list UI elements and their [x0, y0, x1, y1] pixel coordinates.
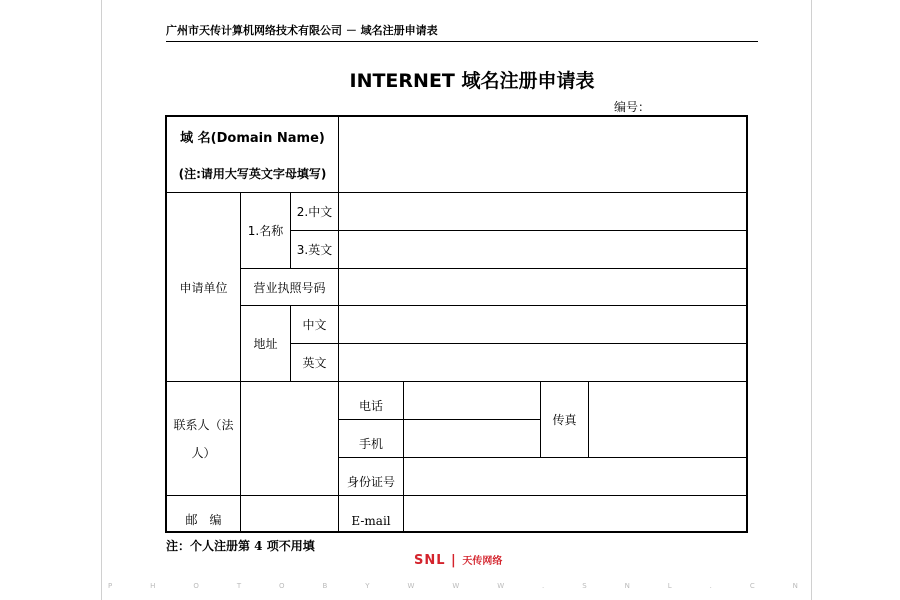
watermark-char: N — [792, 582, 798, 590]
addr-en-label: 英文 — [291, 344, 339, 382]
watermark-char: T — [236, 582, 242, 590]
name-en-label: 3.英文 — [291, 231, 339, 269]
watermark-char: C — [749, 582, 755, 590]
watermark-char: . — [542, 582, 545, 590]
watermark-char: H — [150, 582, 156, 590]
page-title: INTERNET 域名注册申请表 — [349, 70, 595, 92]
address-label: 地址 — [241, 306, 291, 382]
phone-label: 电话 — [339, 382, 404, 420]
email-label: E-mail — [339, 496, 404, 533]
logo-name: 天传网络 — [462, 556, 503, 567]
snl-logo: SNL | 天传网络 — [414, 553, 503, 568]
name-label: 1.名称 — [241, 193, 291, 269]
name-en-input[interactable] — [339, 231, 748, 269]
mobile-label: 手机 — [339, 420, 404, 458]
watermark-char: P — [108, 582, 113, 590]
postcode-input[interactable] — [241, 496, 339, 533]
watermark-char: . — [709, 582, 712, 590]
contact-label: 联系人（法人） — [167, 382, 241, 496]
header-divider — [166, 41, 758, 42]
fax-label: 传真 — [541, 382, 589, 458]
watermark-char: S — [582, 582, 587, 590]
watermark-char: W — [452, 582, 460, 590]
domain-hint: (注:请用大写英文字母填写) — [178, 167, 327, 182]
license-label: 营业执照号码 — [241, 269, 339, 306]
page-header: 广州市天传计算机网络技术有限公司 － 域名注册申请表 — [166, 24, 438, 37]
watermark-char: O — [193, 582, 199, 590]
phone-input[interactable] — [404, 382, 541, 420]
addr-cn-label: 中文 — [291, 306, 339, 344]
serial-label: 编号： — [614, 100, 651, 114]
mobile-input[interactable] — [404, 420, 541, 458]
domain-input[interactable] — [339, 117, 748, 193]
logo-brand: SNL — [414, 553, 446, 568]
watermark — [108, 582, 798, 590]
license-input[interactable] — [339, 269, 748, 306]
applicant-label: 申请单位 — [167, 193, 241, 382]
fax-input[interactable] — [589, 382, 748, 458]
footnote: 注：个人注册第 4 项不用填 — [166, 539, 315, 553]
contact-input[interactable] — [241, 382, 339, 496]
registration-form-table — [165, 115, 748, 533]
watermark-char: B — [322, 582, 328, 590]
id-number-label: 身份证号 — [339, 458, 404, 496]
email-input[interactable] — [404, 496, 748, 533]
name-cn-input[interactable] — [339, 193, 748, 231]
watermark-char: W — [497, 582, 505, 590]
domain-label-cell — [167, 117, 339, 193]
watermark-char: Y — [365, 582, 370, 590]
watermark-char: O — [279, 582, 285, 590]
id-number-input[interactable] — [404, 458, 748, 496]
watermark-char: W — [407, 582, 415, 590]
watermark-char: N — [624, 582, 630, 590]
watermark-char: L — [667, 582, 672, 590]
postcode-label: 邮 编 — [167, 496, 241, 533]
addr-en-input[interactable] — [339, 344, 748, 382]
addr-cn-input[interactable] — [339, 306, 748, 344]
domain-label: 域 名(Domain Name) — [180, 130, 325, 146]
name-cn-label: 2.中文 — [291, 193, 339, 231]
